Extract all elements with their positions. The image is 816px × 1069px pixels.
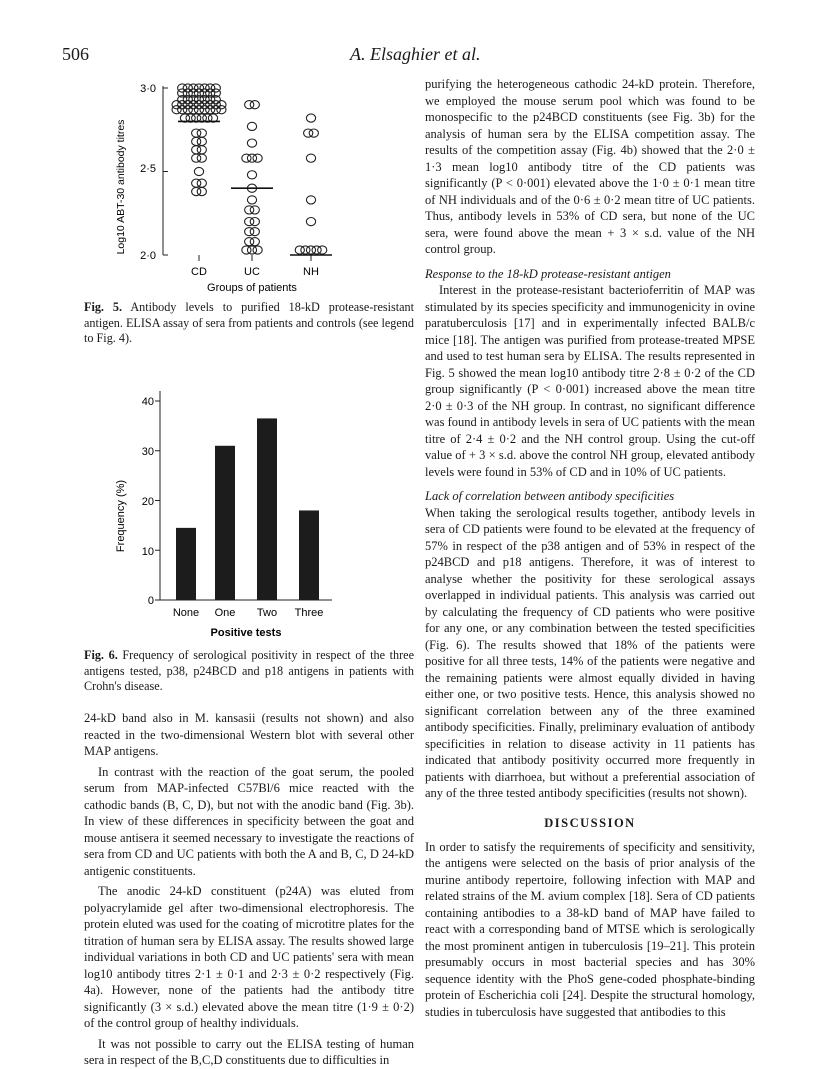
fig5-data-point — [312, 246, 321, 254]
fig6-tick-label: 0 — [147, 595, 154, 607]
fig5-data-point — [189, 106, 198, 114]
fig5-data-point — [247, 196, 256, 204]
body-paragraph: In contrast with the reaction of the goat serum, the pooled serum from MAP-infected C57Bl/6 mice reacted with the cathodic bands (B, C, D), but not with the anodic band (Fig. 3b). In view of these differences in specificity between the goat and mouse antisera it seemed necessary to investigate the reactions of sera from CD and UC patients with both the A and B, C, D 24-kD antigenic constituents. — [84, 764, 414, 878]
fig5-category-label: NH — [303, 266, 319, 278]
fig5-data-point — [245, 218, 254, 226]
fig5-data-point — [194, 106, 203, 114]
fig5-data-point — [247, 154, 256, 162]
fig5-data-point — [217, 106, 226, 114]
fig5-data-point — [197, 187, 206, 195]
body-paragraph: purifying the heterogeneous cathodic 24-kD protein. Therefore, we employed the mouse serum pool which was found to be monospecific to the p24BCD constituents (see Fig. 3b) for the analysis of human sera by the ELISA competition assay. The results of the competition assay (Fig. 4b) showed that the 2·0 ± 1·3 mean log10 antibody titre of the CD patients was significantly (P < 0·001) elevated above the 1·0 ± 0·1 mean titre of NH individuals and of the 0·6 ± 0·2 mean titre of UC patients. Thus, antibody levels in 53% of CD sera, but none of the UC sera, were found above the mean + 3 × s.d. value of the NH control group. — [425, 77, 755, 256]
fig5-data-point — [247, 171, 256, 179]
fig5-data-point — [306, 154, 315, 162]
running-head: A. Elsaghier et al. — [350, 44, 481, 64]
fig6-bar — [257, 418, 277, 600]
fig6-bar — [299, 510, 319, 600]
fig5-data-point — [192, 154, 201, 162]
body-paragraph: It was not possible to carry out the ELISA testing of human sera in respect of the B,C,D constituents due to difficulties in — [84, 1036, 414, 1067]
fig5-data-point — [172, 101, 181, 109]
fig5-data-point — [183, 106, 192, 114]
fig5-data-point — [211, 84, 220, 92]
fig6-tick-label: 20 — [141, 496, 154, 508]
fig5-data-point — [250, 228, 259, 236]
fig5-xlabel: Groups of patients — [207, 282, 297, 294]
fig5-ylabel: Log10 ABT-30 antibody titres — [115, 119, 127, 255]
fig5-data-point — [253, 154, 262, 162]
fig5-tick-label: 3·0 — [140, 83, 156, 95]
fig5-data-point — [200, 84, 209, 92]
body-paragraph: When taking the serological results together, antibody levels in sera of CD patients were found to be elevated at the frequency of 57% in respect of the p38 antigen and of 53% in respect of the p24BCD and p18 antigens. Therefore, it was of interest to analyse whether the positivity for these serological assays overlapped in individual patients. This analysis was carried out by calculating the frequency of CD patients who were positive for any one, or any combination between the tested specificities (Fig. 6). The results showed that 18% of the patients were positive for all three tests, 14% of the patients were negative and the remaining patients were almost equally divided in having either one, or two positive tests. Hence, this analysis showed no significant correlation between any of the three examined antibody specificities. Finally, preliminary evaluation of antibody specificities in relation to disease activity in 11 patients has indicated that antibody positivity occurred more frequently in patients with diarrhoea, but without a preferential association of any of the three tested antibody specificities (results not shown). — [425, 505, 755, 800]
fig5-data-point — [306, 114, 315, 122]
fig5-category-label: CD — [191, 266, 207, 278]
fig5-data-point — [304, 129, 313, 137]
fig5-data-point — [301, 246, 310, 254]
fig5-data-point — [178, 106, 187, 114]
fig5-data-point — [306, 246, 315, 254]
fig5-data-point — [245, 228, 254, 236]
fig5-data-point — [192, 137, 201, 145]
fig5-data-point — [306, 196, 315, 204]
fig5-data-point — [309, 129, 318, 137]
fig5-data-point — [178, 84, 187, 92]
fig5-data-point — [245, 101, 254, 109]
fig5-data-point — [306, 218, 315, 226]
fig6-bars — [176, 418, 319, 600]
fig6-tick-label: 30 — [141, 446, 154, 458]
fig6-tick-label: 10 — [141, 546, 154, 558]
fig5-data-point — [194, 84, 203, 92]
fig5-data-point — [197, 137, 206, 145]
fig5-data-point — [211, 101, 220, 109]
section-heading: DISCUSSION — [544, 815, 636, 830]
right-column — [425, 76, 755, 1020]
fig5-data-point — [172, 106, 181, 114]
fig6-category-label: Two — [256, 607, 278, 619]
fig5-tick-label: 2·0 — [140, 250, 156, 262]
fig5-data-point — [200, 101, 209, 109]
page-number: 506 — [62, 44, 89, 64]
fig5-data-point — [192, 187, 201, 195]
fig5-data-point — [206, 101, 215, 109]
fig6-category-label: Three — [294, 607, 324, 619]
fig5-caption: Fig. 5. Antibody levels to purified 18-kD protease-resistant antigen. ELISA assay of sera from patients and controls (see legend to Fig. 4). — [84, 300, 415, 345]
fig5-data-point — [247, 246, 256, 254]
fig5-data-point — [250, 206, 259, 214]
fig5-data-point — [253, 246, 262, 254]
body-paragraph: 24-kD band also in M. kansasii (results not shown) and also reacted in the two-dimensional Western blot with several other MAP antigens. — [84, 711, 414, 758]
fig5-data-point — [200, 106, 209, 114]
fig5-data-point — [245, 238, 254, 246]
fig5-data-point — [194, 101, 203, 109]
fig5-data-point — [245, 206, 254, 214]
section-heading: Lack of correlation between antibody specificities — [425, 489, 675, 503]
fig5-dot-plot — [84, 75, 414, 295]
fig5-data-point — [197, 179, 206, 187]
fig5-data-point — [295, 246, 304, 254]
fig5-data-point — [211, 106, 220, 114]
fig5-data-point — [189, 84, 198, 92]
body-paragraph: The anodic 24-kD constituent (p24A) was eluted from polyacrylamide gel after two-dimensional electrophoresis. The protein eluted was used for the coating of microtitre plates for the titration of human sera by ELISA assay. The results showed large individual variations in both CD and UC patients' sera with mean log10 antibody titres 2·1 ± 0·1 and 2·3 ± 0·2 respectively (Fig. 4a). However, none of the patients had the antibody titre significantly (3 × s.d.) elevated above the mean titre (1·9 ± 0·2) of the control group of healthy individuals. — [84, 884, 414, 1030]
fig5-data-point — [250, 101, 259, 109]
fig5-tick-label: 2·5 — [140, 163, 156, 175]
fig6-bar — [176, 528, 196, 600]
fig5-data-point — [183, 101, 192, 109]
left-column — [84, 710, 414, 1069]
fig5-data-point — [250, 238, 259, 246]
fig6-tick-label: 40 — [141, 396, 154, 408]
fig5-data-point — [197, 146, 206, 154]
fig5-data-point — [192, 129, 201, 137]
fig6-category-label: None — [172, 607, 200, 619]
fig6-bar-chart — [110, 368, 340, 643]
fig5-data-point — [206, 106, 215, 114]
fig5-data-point — [242, 154, 251, 162]
body-paragraph: In order to satisfy the requirements of specificity and sensitivity, the antigens were selected on the basis of prior analysis of the murine antibody repertoire, following infection with MAP and related strains of the M. avium complex [18]. Sera of CD patients containing antibodies to a 38-kD band of MAP have failed to react with a corresponding band of MTSE which is serologically the most prominent antigen in tuberculosis [19–21]. This protein presumably occurs in most bacterial species and has 30% sequence identity with the PhoS gene-coded phosphate-binding protein of Escherichia coli [24]. Despite the structural homology, studies in tuberculosis have suggested that antibodies to this — [425, 839, 755, 1019]
fig5-data-point — [183, 84, 192, 92]
fig6-xlabel: Positive tests — [210, 627, 282, 639]
fig6-bar — [215, 446, 235, 600]
fig5-data-point — [194, 167, 203, 175]
fig6-category-label: One — [214, 607, 236, 619]
section-heading: Response to the 18-kD protease-resistant antigen — [425, 266, 671, 281]
fig5-data-point — [206, 84, 215, 92]
fig5-data-point — [242, 246, 251, 254]
fig5-axes — [163, 86, 311, 261]
fig5-category-label: UC — [244, 266, 260, 278]
fig5-data-point — [197, 129, 206, 137]
fig5-data-point — [197, 154, 206, 162]
body-paragraph: Interest in the protease-resistant bacterioferritin of MAP was stimulated by its species specificity and immunogenicity in ovine paratuberculosis [17] and in experimentally infected BALB/c mice [18]. The antigen was purified from protease-treated MPSE and used to test human sera by ELISA. The results represented in Fig. 5 showed the mean log10 antibody titre 2·8 ± 0·2 of the CD group significantly (P < 0·001) increased above the mean titre 2·0 ± 0·3 of the NH group. In contrast, no significant difference was found in antibody levels in sera of UC patients with the mean titre of 2·4 ± 0·2 and the NH control group. Using the cut-off value of + 3 × s.d. above the control NH group, elevated antibody levels were found in 53% of CD and in 10% of UC patients. — [425, 283, 755, 479]
fig5-data-point — [247, 122, 256, 130]
fig6-caption: Fig. 6. Frequency of serological positivity in respect of the three antigens tested, p38, p24BCD and p18 antigens in patients with Crohn's disease. — [84, 648, 414, 693]
fig5-data-point — [189, 101, 198, 109]
fig5-data-point — [192, 179, 201, 187]
fig6-ylabel: Frequency (%) — [115, 479, 127, 553]
fig5-data-point — [247, 139, 256, 147]
fig5-data-point — [217, 101, 226, 109]
fig5-data-point — [178, 101, 187, 109]
fig5-data-point — [250, 218, 259, 226]
fig5-data-point — [192, 146, 201, 154]
fig5-points — [172, 84, 332, 255]
fig5-data-point — [318, 246, 327, 254]
